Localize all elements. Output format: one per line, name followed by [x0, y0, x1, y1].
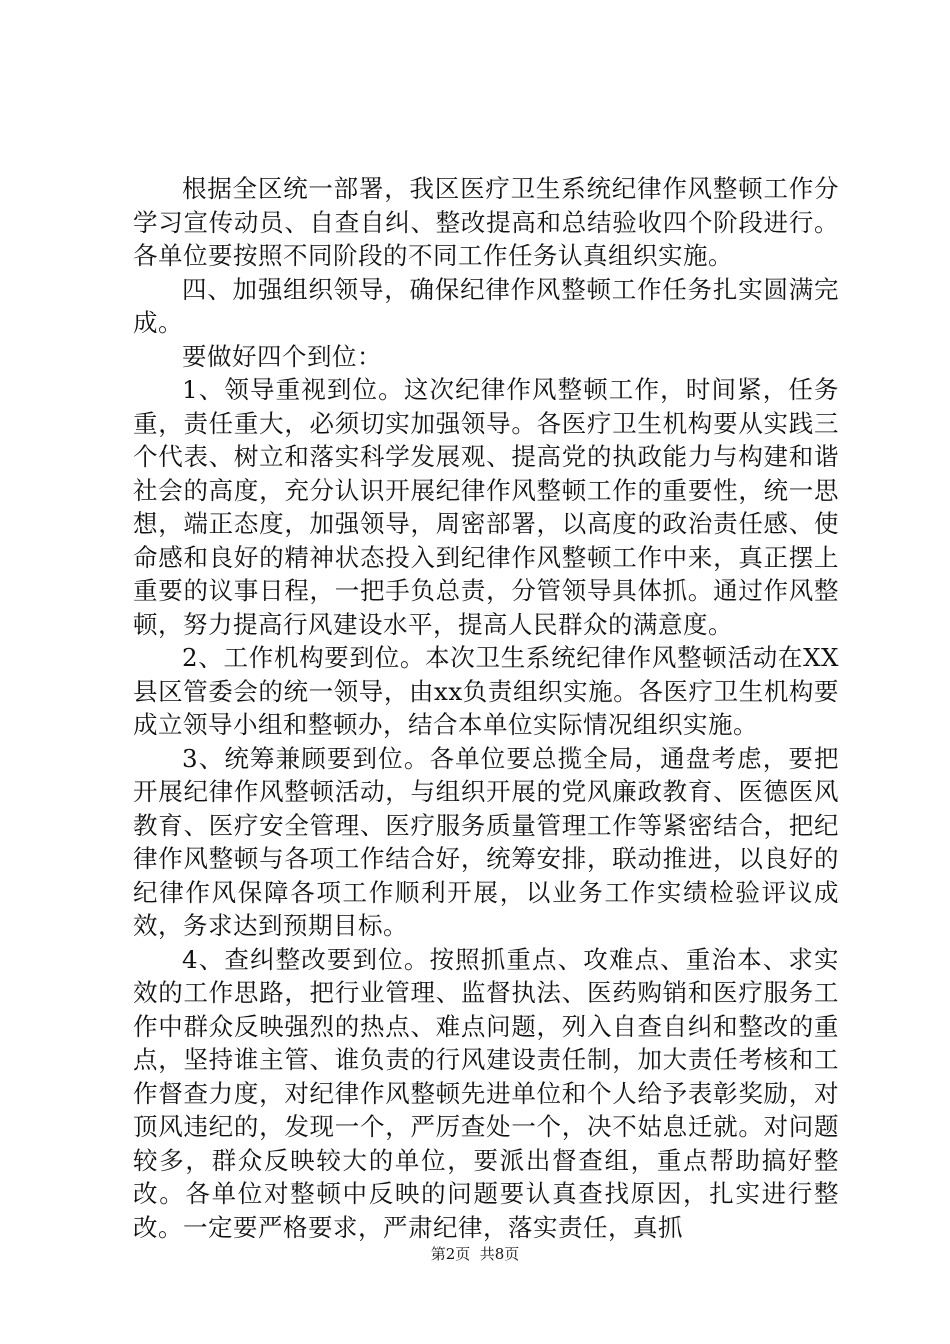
paragraph-item-3-coordination: 3、统筹兼顾要到位。各单位要总揽全局，通盘考虑，要把开展纪律作风整顿活动，与组织开展的党风廉政教育、医德医风教育、医疗安全管理、医疗服务质量管理工作等紧密结合，把纪律作风整顿与各项工作结合好，统筹安排，联动推进，以良好的纪律作风保障各项工作顺利开展，以业务工作实绩检验评议成效，务求达到预期目标。: [133, 743, 839, 940]
page-footer: [0, 1244, 950, 1264]
document-body: [133, 172, 839, 1244]
page-number-label: 第2页 共8页: [430, 1245, 520, 1263]
paragraph-stage-deployment: 根据全区统一部署，我区医疗卫生系统纪律作风整顿工作分学习宣传动员、自查自纠、整改提高和总结验收四个阶段进行。各单位要按照不同阶段的不同工作任务认真组织实施。: [133, 174, 839, 270]
paragraph-four-in-place: 要做好四个到位：: [182, 341, 382, 371]
paragraph-section-four-heading: 四、加强组织领导，确保纪律作风整顿工作任务扎实圆满完成。: [133, 274, 839, 337]
paragraph-item-2-organization: 2、工作机构要到位。本次卫生系统纪律作风整顿活动在XX县区管委会的统一领导，由xx负责组织实施。各医疗卫生机构要成立领导小组和整顿办，结合本单位实际情况组织实施。: [133, 643, 839, 739]
paragraph-item-1-leadership: 1、领导重视到位。这次纪律作风整顿工作，时间紧，任务重，责任重大，必须切实加强领导。各医疗卫生机构要从实践三个代表、树立和落实科学发展观、提高党的执政能力与构建和谐社会的高度，充分认识开展纪律作风整顿工作的重要性，统一思想，端正态度，加强领导，周密部署，以高度的政治责任感、使命感和良好的精神状态投入到纪律作风整顿工作中来，真正摆上重要的议事日程，一把手负总责，分管领导具体抓。通过作风整顿，努力提高行风建设水平，提高人民群众的满意度。: [133, 375, 839, 639]
paragraph-item-4-rectification: 4、查纠整改要到位。按照抓重点、攻难点、重治本、求实效的工作思路，把行业管理、监督执法、医药购销和医疗服务工作中群众反映强烈的热点、难点问题，列入自查自纠和整改的重点，坚持谁主管、谁负责的行风建设责任制，加大责任考核和工作督查力度，对纪律作风整顿先进单位和个人给予表彰奖励，对顶风违纪的，发现一个，严厉查处一个，决不姑息迁就。对问题较多，群众反映较大的单位，要派出督查组，重点帮助搞好整改。各单位对整顿中反映的问题要认真查找原因，扎实进行整改。一定要严格要求，严肃纪律，落实责任，真抓: [133, 944, 839, 1242]
